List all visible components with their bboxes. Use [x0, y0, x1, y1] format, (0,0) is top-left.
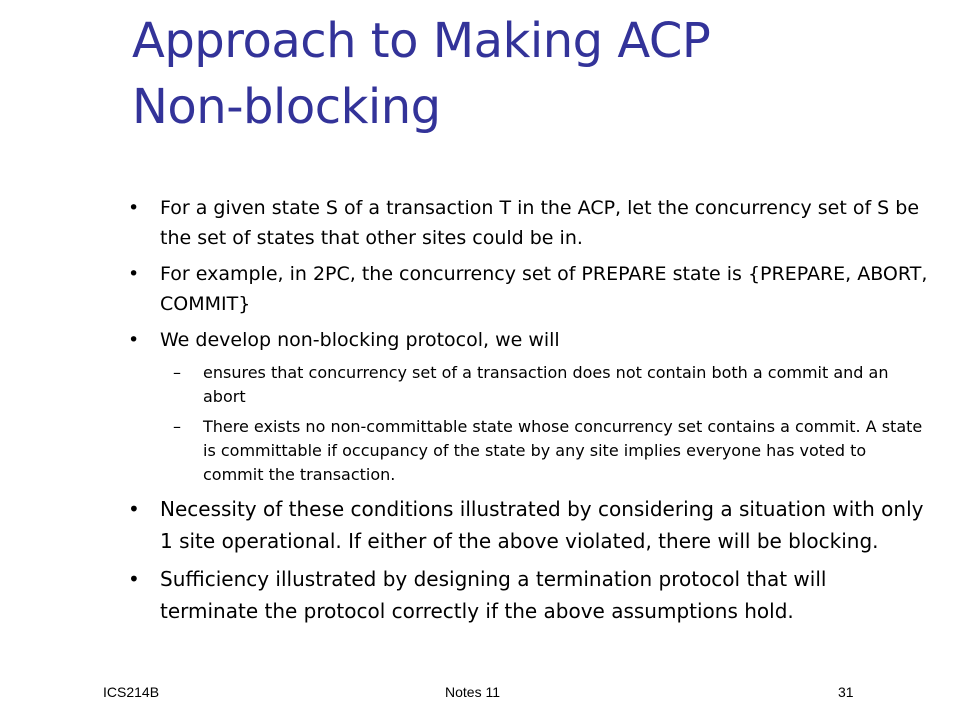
sub-bullet-text: There exists no non-committable state whose concurrency set contains a commit. A state is committable if occupancy of the state by any site implies everyone has voted to commit the transaction. [203, 417, 923, 484]
bullet-item [128, 193, 928, 253]
bullet-text: Sufficiency illustrated by designing a termination protocol that will terminate the protocol correctly if the above assumptions hold. [160, 567, 827, 623]
bullet-item [128, 493, 928, 557]
footer-page-number: 31 [838, 684, 854, 700]
footer-course: ICS214B [103, 684, 160, 700]
sub-bullet-mark: – [173, 363, 181, 382]
sub-bullet-item [128, 361, 928, 409]
slide-title [132, 8, 912, 140]
bullet-mark: • [128, 329, 140, 351]
title-line-1: Approach to Making ACP [132, 13, 711, 69]
bullet-text: For example, in 2PC, the concurrency set of PREPARE state is {PREPARE, ABORT, COMMIT} [160, 263, 928, 315]
bullet-mark: • [128, 263, 140, 285]
sub-bullet-mark: – [173, 417, 181, 436]
bullet-text: We develop non-blocking protocol, we will [160, 329, 560, 351]
sub-bullet-text: ensures that concurrency set of a transaction does not contain both a commit and an abort [203, 363, 889, 406]
bullet-mark: • [128, 497, 140, 521]
slide-body [128, 193, 928, 633]
bullet-item [128, 259, 928, 319]
bullet-mark: • [128, 197, 140, 219]
bullet-item [128, 325, 928, 355]
bullet-mark: • [128, 567, 140, 591]
footer-notes: Notes 11 [445, 684, 500, 700]
bullet-text: Necessity of these conditions illustrated by considering a situation with only 1 site operational. If either of the above violated, there will be blocking. [160, 497, 924, 553]
sub-bullet-item [128, 415, 928, 487]
bullet-text: For a given state S of a transaction T in the ACP, let the concurrency set of S be the set of states that other sites could be in. [160, 197, 920, 249]
bullet-item [128, 563, 928, 627]
title-line-2: Non-blocking [132, 79, 441, 135]
